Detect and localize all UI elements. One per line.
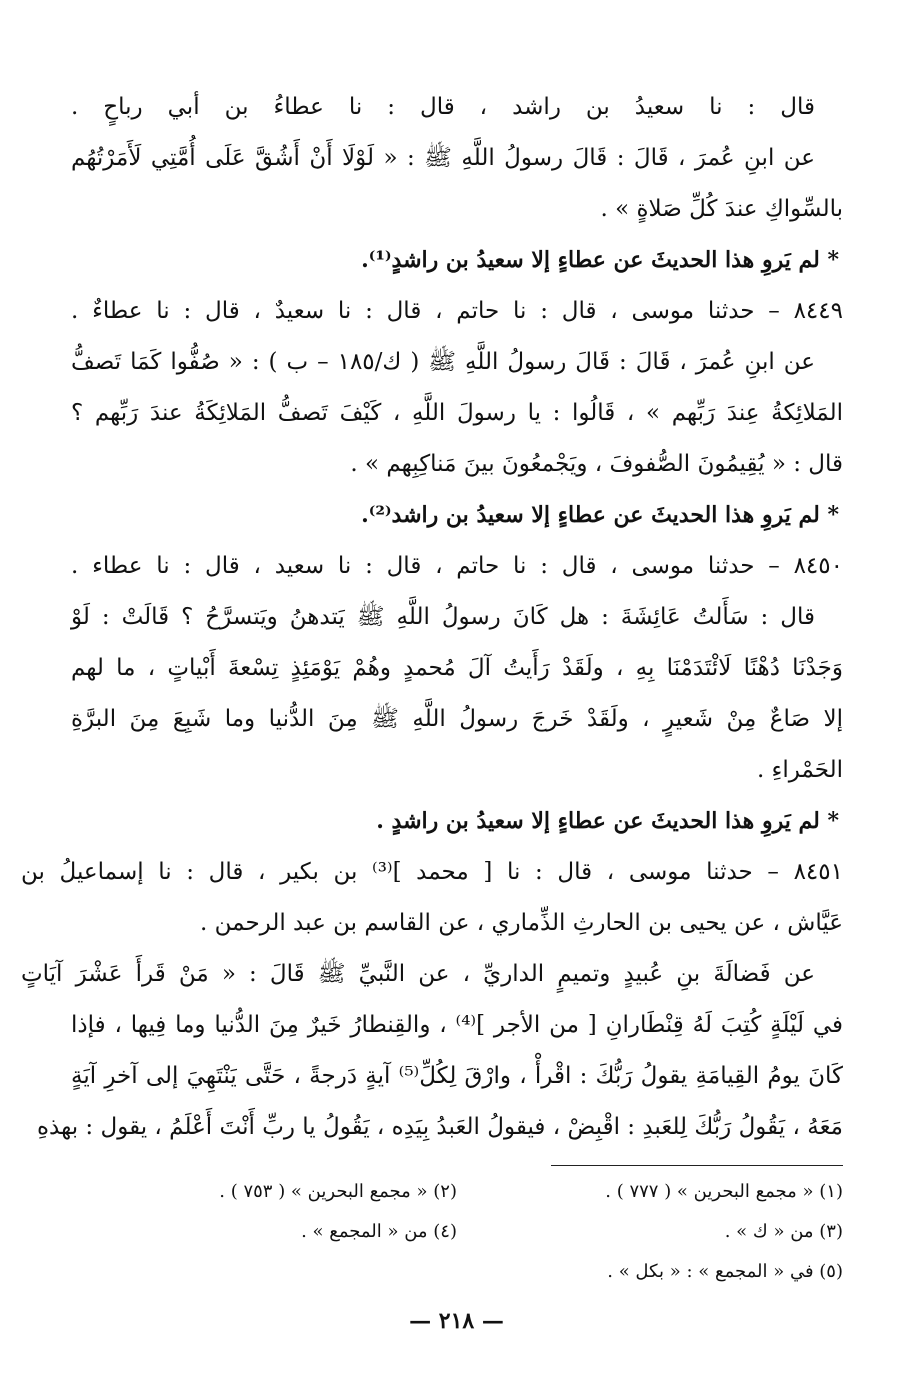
text-line: وَجَدْنَا دُهْنًا لَائْتَدَمْنَا بِهِ ، ولَقَدْ رَأَيتُ آلَ مُحمدٍ وهُمْ يَوْمَئِذٍ تِسْعةَ أَبْياتٍ ، ما لهم <box>71 655 843 681</box>
hadith-heading-8451: ٨٤٥١ – حدثنا موسى ، قال : نا [ محمد ]⁽³⁾ بن بكير ، قال : نا إسماعيلُ بن <box>21 859 843 885</box>
footnote-4: (٤) من « المجمع » . <box>301 1221 457 1242</box>
narration-note: * لم يَروِ هذا الحديثَ عن عطاءٍ إلا سعيدُ بن راشدٍ⁽¹⁾. <box>361 247 839 273</box>
page-body <box>21 82 844 1292</box>
page-number: — ٢١٨ — <box>409 1308 504 1334</box>
footnote-row <box>71 1212 843 1252</box>
footnote-row <box>71 1172 843 1212</box>
narration-note: * لم يَروِ هذا الحديثَ عن عطاءٍ إلا سعيدُ بن راشدٍ . <box>376 808 839 834</box>
text-line: بالسِّواكِ عندَ كُلِّ صَلاةٍ » . <box>600 196 843 222</box>
text-line: كَانَ يومُ القِيامَةِ يقولُ رَبُّكَ : اقْرأْ ، وارْقَ لِكُلِّ⁽⁵⁾ آيةٍ دَرجةً ، حَتَّى يَنْتَهِيَ إلى آخرِ آيَةٍ <box>71 1063 844 1089</box>
footnote-divider <box>551 1165 843 1166</box>
text-line: إلا صَاعٌ مِنْ شَعيرٍ ، ولَقَدْ خَرجَ رسولُ اللَّهِ ﷺ مِنَ الدُّنيا وما شَبِعَ مِنَ البرَّةِ <box>71 706 843 732</box>
text-line: مَعَهُ ، يَقُولُ رَبُّكَ لِلعَبدِ : اقْبِضْ ، فيقولُ العَبدُ بِيَدِه ، يَقُولُ يا ربِّ أَنْتَ أَعْلَمُ ، يقول : بهذهِ <box>36 1114 843 1140</box>
hadith-heading-8450: ٨٤٥٠ – حدثنا موسى ، قال : نا حاتم ، قال : نا سعيد ، قال : نا عطاء . <box>71 553 843 579</box>
text-line: عن فَضالَةَ بنِ عُبيدٍ وتميمٍ الداريِّ ، عن النَّبيِّ ﷺ قَالَ : « مَنْ قَرأَ عَشْرَ آيَاتٍ <box>21 961 815 987</box>
hadith-heading-8449: ٨٤٤٩ – حدثنا موسى ، قال : نا حاتم ، قال : نا سعيدٌ ، قال : نا عطاءٌ . <box>71 298 843 324</box>
text-line: عن ابنِ عُمرَ ، قَالَ : قَالَ رسولُ اللَّهِ ﷺ : « لَوْلَا أَنْ أَشُقَّ عَلَى أُمَّتِي لَأَمَرْتُهُم <box>71 145 815 171</box>
text-line: عَيَّاش ، عن يحيى بن الحارثِ الذِّماري ، عن القاسم بن عبد الرحمن . <box>200 910 843 936</box>
text-line: عن ابنِ عُمرَ ، قَالَ : قَالَ رسولُ اللَّهِ ﷺ ( ك/١٨٥ – ب ) : « صُفُّوا كَمَا تَصفُّ <box>71 349 815 375</box>
footnote-3: (٣) من « ك » . <box>724 1221 843 1242</box>
text-line: المَلائِكةُ عِندَ رَبِّهم » ، قَالُوا : يا رسولَ اللَّهِ ، كَيْفَ تَصفُّ المَلائِكَةُ عندَ رَبِّهم ؟ <box>71 400 843 426</box>
text-line: في لَيْلَةٍ كُتِبَ لَهُ قِنْطَارانِ [ من الأجر ]⁽⁴⁾ ، والقِنطارُ خَيرٌ مِنَ الدُّنيا وما فِيها ، فإذا <box>71 1012 844 1038</box>
footnote-row <box>71 1252 843 1292</box>
narration-note: * لم يَروِ هذا الحديثَ عن عطاءٍ إلا سعيدُ بن راشد⁽²⁾. <box>361 502 839 528</box>
text-line: قال : « يُقِيمُونَ الصُّفوفَ ، ويَجْمعُونَ بينَ مَناكِبِهم » . <box>350 451 843 477</box>
text-line: الحَمْراءِ . <box>756 757 843 783</box>
footnote-5: (٥) في « المجمع » : « بكل » . <box>607 1261 843 1282</box>
footnote-1: (١) « مجمع البحرين » ( ٧٧٧ ) . <box>605 1181 843 1202</box>
footnote-2: (٢) « مجمع البحرين » ( ٧٥٣ ) . <box>219 1181 457 1202</box>
text-line: قال : سَأَلتُ عَائِشَةَ : هل كَانَ رسولُ اللَّهِ ﷺ يَتدهنُ ويَتسرَّحُ ؟ قَالَتْ : لَوْ <box>71 604 815 630</box>
text-line: قال : نا سعيدُ بن راشد ، قال : نا عطاءُ بن أبي رباحٍ . <box>71 94 815 120</box>
